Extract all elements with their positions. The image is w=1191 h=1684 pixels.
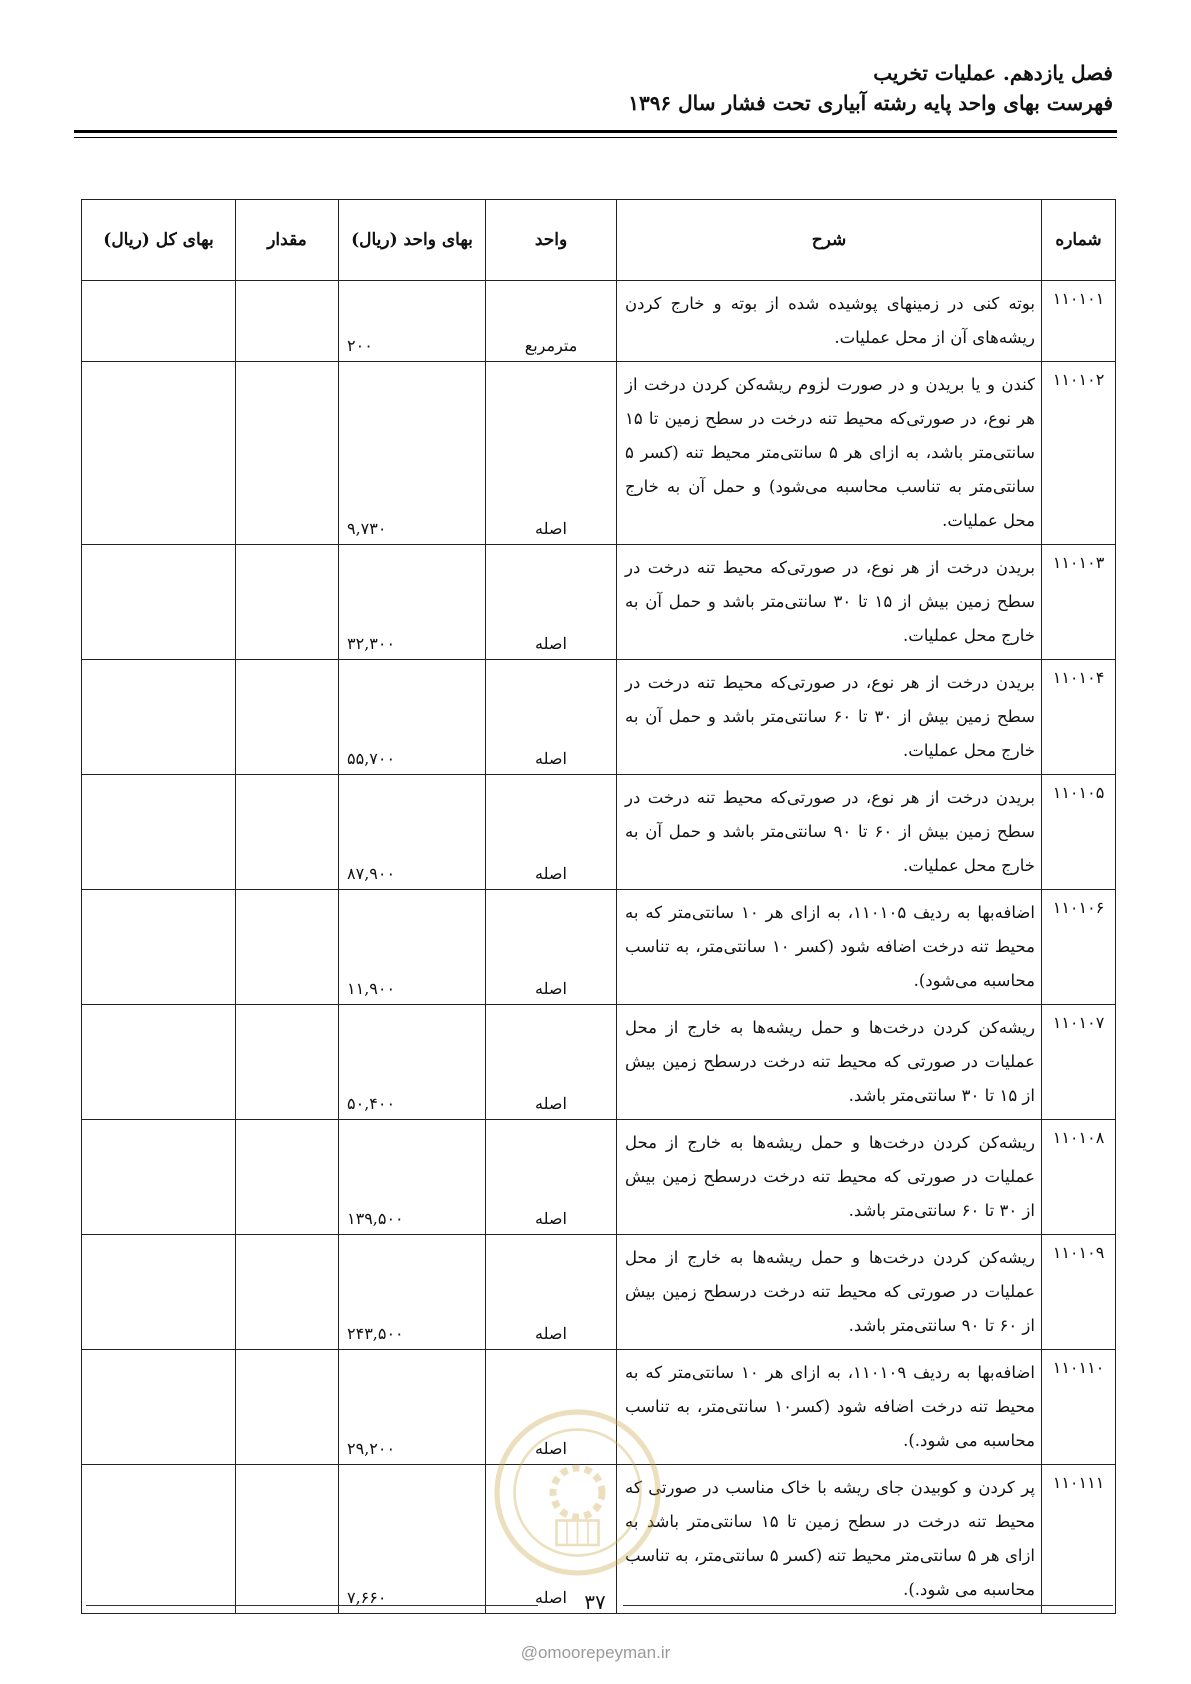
row-unit-price: ۵۰,۴۰۰ <box>339 1005 486 1120</box>
row-quantity <box>236 1465 339 1614</box>
row-total <box>82 1120 236 1235</box>
row-code: ۱۱۰۱۰۴ <box>1042 660 1116 775</box>
row-description: کندن و یا بریدن و در صورت لزوم ریشه‌کن کردن درخت از هر نوع، در صورتی‌که محیط تنه درخت در سطح زمین تا ۱۵ سانتی‌متر باشد، به ازای هر ۵ سانتی‌متر محیط تنه (کسر ۵ سانتی‌متر به تناسب محاسبه می‌شود) و حمل آن به خارج محل عملیات. <box>617 362 1042 545</box>
table-row <box>82 1005 1116 1120</box>
row-description: بوته کنی در زمینهای پوشیده شده از بوته و خارج کردن ریشه‌های آن از محل عملیات. <box>617 281 1042 362</box>
row-quantity <box>236 1350 339 1465</box>
table-row <box>82 1120 1116 1235</box>
footer-rule-right <box>623 1605 1113 1606</box>
column-header-quantity: مقدار <box>236 200 339 281</box>
row-unit-price: ۲۹,۲۰۰ <box>339 1350 486 1465</box>
row-quantity <box>236 660 339 775</box>
row-description: بریدن درخت از هر نوع، در صورتی‌که محیط تنه درخت در سطح زمین بیش از ۳۰ تا ۶۰ سانتی‌متر باشد و حمل آن به خارج محل عملیات. <box>617 660 1042 775</box>
row-code: ۱۱۰۱۰۵ <box>1042 775 1116 890</box>
table-row <box>82 545 1116 660</box>
row-unit-price: ۱۳۹,۵۰۰ <box>339 1120 486 1235</box>
row-description: ریشه‌کن کردن درخت‌ها و حمل ریشه‌ها به خارج از محل عملیات در صورتی که محیط تنه درخت درسطح زمین بیش از ۶۰ تا ۹۰ سانتی‌متر باشد. <box>617 1235 1042 1350</box>
row-code: ۱۱۰۱۰۱ <box>1042 281 1116 362</box>
column-header-code: شماره <box>1042 200 1116 281</box>
row-description: ریشه‌کن کردن درخت‌ها و حمل ریشه‌ها به خارج از محل عملیات در صورتی که محیط تنه درخت درسطح زمین بیش از ۳۰ تا ۶۰ سانتی‌متر باشد. <box>617 1120 1042 1235</box>
watermark-url: @omoorepeyman.ir <box>520 1643 671 1662</box>
row-total <box>82 660 236 775</box>
row-code: ۱۱۰۱۱۰ <box>1042 1350 1116 1465</box>
row-unit-price: ۹,۷۳۰ <box>339 362 486 545</box>
row-unit-price: ۳۲,۳۰۰ <box>339 545 486 660</box>
header-rule-thick <box>74 130 1117 133</box>
column-header-total-price: بهای کل (ریال) <box>82 200 236 281</box>
row-quantity <box>236 1120 339 1235</box>
row-unit: اصله <box>486 545 617 660</box>
page-number: ۳۷ <box>584 1590 606 1614</box>
row-unit: اصله <box>486 775 617 890</box>
table-row <box>82 1350 1116 1465</box>
row-unit: اصله <box>486 1235 617 1350</box>
row-description: ریشه‌کن کردن درخت‌ها و حمل ریشه‌ها به خارج از محل عملیات در صورتی که محیط تنه درخت درسطح زمین بیش از ۱۵ تا ۳۰ سانتی‌متر باشد. <box>617 1005 1042 1120</box>
row-total <box>82 1465 236 1614</box>
row-description: بریدن درخت از هر نوع، در صورتی‌که محیط تنه درخت در سطح زمین بیش از ۱۵ تا ۳۰ سانتی‌متر باشد و حمل آن به خارج محل عملیات. <box>617 545 1042 660</box>
row-total <box>82 281 236 362</box>
row-code: ۱۱۰۱۱۱ <box>1042 1465 1116 1614</box>
row-description: پر کردن و کوبیدن جای ریشه با خاک مناسب در صورتی که محیط تنه درخت در سطح زمین تا ۱۵ سانتی‌متر باشد به ازای هر ۵ سانتی‌متر محیط تنه (کسر ۵ سانتی‌متر، به تناسب محاسبه می شود.). <box>617 1465 1042 1614</box>
column-header-unit-price: بهای واحد (ریال) <box>339 200 486 281</box>
row-quantity <box>236 1005 339 1120</box>
row-unit: اصله <box>486 1465 617 1614</box>
row-unit-price: ۱۱,۹۰۰ <box>339 890 486 1005</box>
header-rule-thin <box>74 137 1117 138</box>
row-quantity <box>236 545 339 660</box>
column-header-unit: واحد <box>486 200 617 281</box>
row-description: اضافه‌بها به ردیف ۱۱۰۱۰۹، به ازای هر ۱۰ سانتی‌متر که به محیط تنه درخت اضافه شود (کسر۱۰ سانتی‌متر، به تناسب محاسبه می شود.). <box>617 1350 1042 1465</box>
row-code: ۱۱۰۱۰۲ <box>1042 362 1116 545</box>
table-row <box>82 1235 1116 1350</box>
row-unit-price: ۲۰۰ <box>339 281 486 362</box>
chapter-title: فصل یازدهم. عملیات تخریب <box>873 61 1113 85</box>
row-quantity <box>236 1235 339 1350</box>
row-code: ۱۱۰۱۰۹ <box>1042 1235 1116 1350</box>
row-code: ۱۱۰۱۰۳ <box>1042 545 1116 660</box>
table-row <box>82 775 1116 890</box>
footer-rule-left <box>86 1605 538 1606</box>
row-description: بریدن درخت از هر نوع، در صورتی‌که محیط تنه درخت در سطح زمین بیش از ۶۰ تا ۹۰ سانتی‌متر باشد و حمل آن به خارج محل عملیات. <box>617 775 1042 890</box>
row-total <box>82 775 236 890</box>
price-list-table <box>81 199 1116 1614</box>
row-unit: اصله <box>486 362 617 545</box>
table-row <box>82 890 1116 1005</box>
row-unit: مترمربع <box>486 281 617 362</box>
row-unit-price: ۷,۶۶۰ <box>339 1465 486 1614</box>
row-unit-price: ۵۵,۷۰۰ <box>339 660 486 775</box>
row-description: اضافه‌بها به ردیف ۱۱۰۱۰۵، به ازای هر ۱۰ سانتی‌متر که به محیط تنه درخت اضافه شود (کسر ۱۰ سانتی‌متر، به تناسب محاسبه می‌شود). <box>617 890 1042 1005</box>
document-title: فهرست بهای واحد پایه رشته آبیاری تحت فشار سال ۱۳۹۶ <box>628 91 1113 115</box>
row-total <box>82 1005 236 1120</box>
row-unit-price: ۸۷,۹۰۰ <box>339 775 486 890</box>
row-total <box>82 890 236 1005</box>
row-total <box>82 545 236 660</box>
row-quantity <box>236 890 339 1005</box>
row-total <box>82 1235 236 1350</box>
page-header <box>78 58 1113 118</box>
row-total <box>82 1350 236 1465</box>
row-quantity <box>236 775 339 890</box>
table-header-row <box>82 200 1116 281</box>
table-row <box>82 281 1116 362</box>
table-row <box>82 660 1116 775</box>
row-unit: اصله <box>486 1120 617 1235</box>
row-unit-price: ۲۴۳,۵۰۰ <box>339 1235 486 1350</box>
row-code: ۱۱۰۱۰۷ <box>1042 1005 1116 1120</box>
row-code: ۱۱۰۱۰۶ <box>1042 890 1116 1005</box>
row-quantity <box>236 281 339 362</box>
row-total <box>82 362 236 545</box>
table-row <box>82 362 1116 545</box>
row-code: ۱۱۰۱۰۸ <box>1042 1120 1116 1235</box>
row-unit: اصله <box>486 1350 617 1465</box>
row-quantity <box>236 362 339 545</box>
row-unit: اصله <box>486 660 617 775</box>
row-unit: اصله <box>486 1005 617 1120</box>
column-header-description: شرح <box>617 200 1042 281</box>
row-unit: اصله <box>486 890 617 1005</box>
